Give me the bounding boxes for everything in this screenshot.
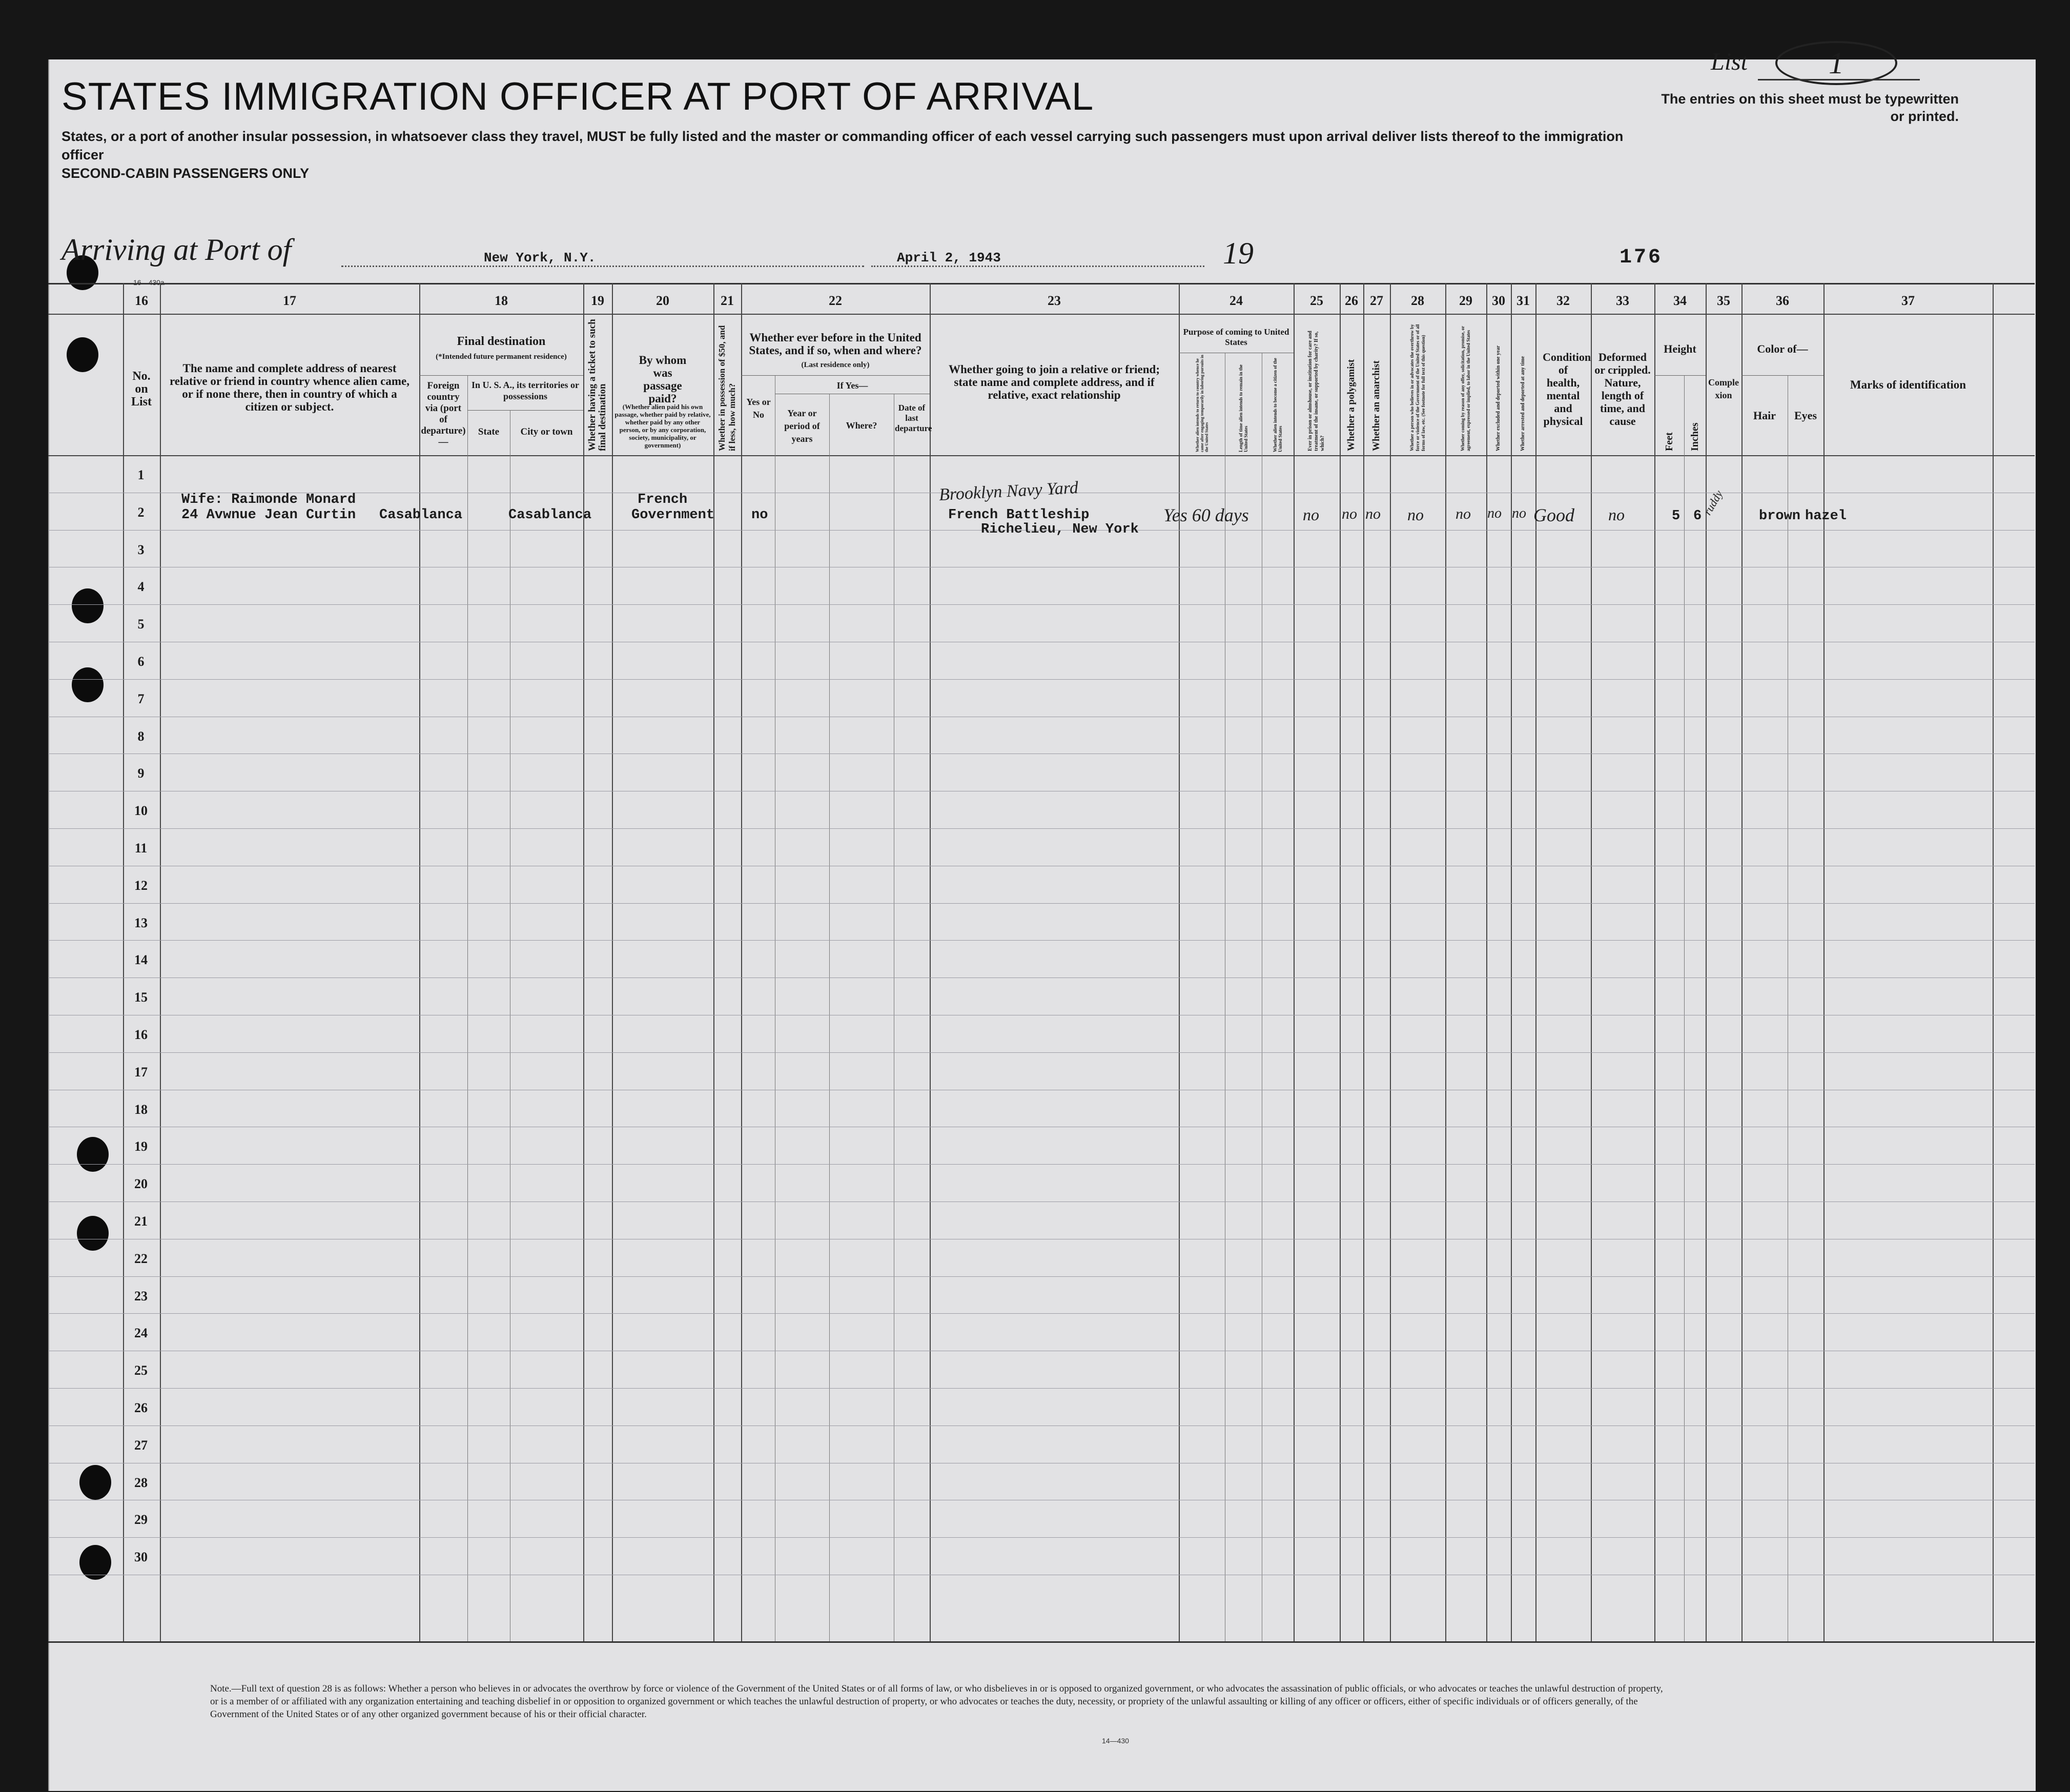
- col-header-overthrow-text: Whether a person who believes in or advocates the overthrow by force or violence of the Government of the United States or of all forms of law, etc. (See footnote for full text of this question): [1409, 324, 1426, 451]
- col-header-ticket: [584, 319, 611, 453]
- col-header-color-of: Color of—: [1757, 342, 1808, 355]
- col-header-foreign-country: Foreign country via (port of departure)—: [421, 380, 466, 447]
- entry-join-handwritten: Brooklyn Navy Yard: [938, 478, 1079, 505]
- col-header-health: Condition of health, mental and physical: [1543, 351, 1591, 427]
- col-header-inches-text: Inches: [1689, 422, 1700, 451]
- entry-q30: no: [1487, 505, 1502, 521]
- col-header-excluded: [1487, 319, 1510, 453]
- row-number: 30: [134, 1550, 148, 1564]
- row-number: 16: [134, 1027, 148, 1042]
- entry-city: Casablanca: [508, 507, 592, 523]
- col-header-relative-address: The name and complete address of nearest relative or friend in country whence alien came, or if none there, then in country of which a citizen or subject.: [169, 362, 409, 413]
- row-number: 3: [137, 542, 145, 557]
- col-header-final-destination-note: (*Intended future permanent residence): [436, 353, 567, 361]
- col-number: 31: [1516, 293, 1530, 308]
- punch-hole: [67, 337, 98, 372]
- entry-q27: no: [1365, 505, 1381, 522]
- col-number: 18: [495, 293, 508, 308]
- col-header-prison: [1295, 319, 1339, 453]
- entry-q28: no: [1407, 505, 1424, 524]
- col-header-feet: [1655, 395, 1683, 451]
- page-subtitle: [62, 127, 1650, 182]
- col-header-passage-paid: By whom was passage paid?: [639, 354, 687, 405]
- col-header-city: City or town: [520, 426, 573, 437]
- port-value: New York, N.Y.: [484, 250, 596, 266]
- arriving-label: Arriving at Port of: [62, 233, 292, 267]
- entry-q31: no: [1512, 505, 1526, 521]
- header-bottom-border: [48, 455, 2035, 456]
- col-number: 28: [1411, 293, 1424, 308]
- col-header-fifty-dollars: [714, 319, 740, 453]
- row-number: 23: [134, 1289, 148, 1304]
- col-divider: [829, 394, 830, 1641]
- row-line: [48, 604, 2035, 605]
- col-divider: [1340, 283, 1341, 1641]
- col-header-complexion: Complexion: [1708, 377, 1739, 400]
- col-divider: [1445, 283, 1446, 1641]
- entry-paid-by-2: Government: [631, 507, 715, 523]
- list-number: 1: [1775, 41, 1897, 85]
- col-number: 32: [1556, 293, 1570, 308]
- entry-q29: no: [1456, 505, 1471, 522]
- row-number: 17: [134, 1065, 148, 1080]
- col-number: 33: [1616, 293, 1629, 308]
- col-header-excluded-text: Whether excluded and deported within one year: [1495, 345, 1501, 451]
- col-header-labor-offer: [1446, 319, 1485, 453]
- col-header-arrested-text: Whether arrested and deported at any time: [1520, 356, 1526, 451]
- col-number: 30: [1492, 293, 1505, 308]
- form-code-bottom: 14—430: [1102, 1737, 1129, 1745]
- port-dotted-line: [341, 266, 864, 267]
- table-bottom-border: [48, 1641, 2035, 1643]
- entries-notice: The entries on this sheet must be typewritten or printed.: [1661, 91, 1959, 124]
- footnote: Note.—Full text of question 28 is as follows: Whether a person who believes in or advocates the overthrow by force or violence of the Government of the United States or of all forms of law, or who disbelieves in or is opposed to organized government, or who advocates the assassination of public officials, or who advocates or teaches the unlawful destruction of property, or is a member of or affiliated with any organization entertaining and teaching disbelief in or opposition to organized government or which teaches the unlawful destruction of property, or who advocates or teaches the duty, necessity, or propriety of the unlawful assaulting or killing of any officer or officers, either of specific individuals or of officers generally, of the Government of the United States or of any other organized government because of his or their official character.: [210, 1683, 1663, 1720]
- subheader-line: [467, 410, 583, 411]
- col-number: 20: [656, 293, 669, 308]
- row-line: [48, 940, 2035, 941]
- entry-complexion: ruddy: [1700, 488, 1726, 517]
- row-number: 10: [134, 803, 148, 818]
- col-divider: [1535, 283, 1536, 1641]
- entry-hair: brown: [1759, 508, 1801, 524]
- punch-hole: [77, 1137, 109, 1172]
- punch-hole: [72, 667, 104, 702]
- col-divider: [1823, 283, 1825, 1641]
- col-divider: [1741, 283, 1743, 1641]
- col-header-purpose-sub3-text: Whether alien intends to become a citizen of the United States: [1273, 358, 1283, 452]
- entry-q26: no: [1342, 505, 1357, 522]
- row-number: 19: [134, 1139, 148, 1154]
- col-header-date-last: Date of last departure: [895, 403, 932, 433]
- date-dotted-line: [871, 266, 1204, 267]
- col-header-state: State: [478, 426, 500, 437]
- subheader-line: [1741, 375, 1823, 376]
- col-header-fifty-dollars-text: Whether in possession of $50, and if less, how much?: [717, 325, 737, 451]
- table-top-border: [48, 283, 2035, 284]
- row-number: 5: [137, 617, 145, 632]
- row-line: [48, 1388, 2035, 1389]
- row-number: 29: [134, 1512, 148, 1527]
- row-number: 11: [134, 841, 148, 856]
- entry-paid-by-1: French: [638, 492, 688, 507]
- col-header-purpose-sub3: [1263, 355, 1293, 454]
- row-number: 27: [134, 1438, 148, 1453]
- col-divider: [1654, 283, 1655, 1641]
- col-header-purpose-sub2-text: Length of time alien intends to remain in the United States: [1238, 364, 1248, 452]
- col-number: 29: [1459, 293, 1472, 308]
- col-header-where: Where?: [846, 420, 877, 431]
- punch-hole: [79, 1465, 111, 1500]
- col-number: 26: [1345, 293, 1358, 308]
- entry-foreign-country: Casablanca: [379, 507, 463, 523]
- row-line: [48, 1537, 2035, 1538]
- col-header-yes-or-no: Yes or No: [746, 397, 771, 420]
- col-header-inches: [1685, 395, 1705, 451]
- entry-purpose: Yes 60 days: [1163, 505, 1249, 525]
- year-prefix: 19: [1223, 236, 1254, 270]
- row-line: [48, 903, 2035, 904]
- col-number: 22: [829, 293, 842, 308]
- row-number: 12: [134, 878, 148, 893]
- col-header-passage-paid-note: (Whether alien paid his own passage, whether paid by relative, whether paid by any other person, or by any corporation, society, municipality, or government): [614, 403, 711, 449]
- col-header-labor-offer-text: Whether coming by reason of any offer, solicitation, promise, or agreement, expressed or implied, to labor in the United States: [1460, 326, 1471, 451]
- row-number: 28: [134, 1475, 148, 1490]
- col-number: 35: [1717, 293, 1730, 308]
- col-divider: [1363, 283, 1364, 1641]
- col-divider: [583, 283, 584, 1641]
- col-number: 19: [591, 293, 604, 308]
- list-label: List: [1711, 48, 1748, 75]
- col-header-arrested: [1512, 319, 1534, 453]
- col-header-purpose-sub1-text: Whether alien intends to return to country whence he came after engaging temporarily in laboring pursuits in the United States: [1195, 355, 1209, 452]
- col-divider: [741, 283, 742, 1641]
- arrival-date: April 2, 1943: [897, 250, 1001, 266]
- row-number: 14: [134, 952, 148, 967]
- row-number: 6: [137, 654, 145, 669]
- col-divider: [1390, 283, 1391, 1641]
- col-header-join-relative: Whether going to join a relative or friend; state name and complete address, and if relative, exact relationship: [948, 363, 1160, 401]
- col-divider: [467, 375, 468, 1641]
- passenger-class: SECOND-CABIN PASSENGERS ONLY: [62, 166, 310, 181]
- col-header-height: Height: [1664, 342, 1696, 355]
- col-number: 23: [1048, 293, 1061, 308]
- row-number: 8: [137, 729, 145, 744]
- col-header-polygamist-text: Whether a polygamist: [1346, 359, 1357, 451]
- entry-q25: no: [1303, 505, 1319, 524]
- manifest-sheet: [48, 59, 2036, 1791]
- col-header-ever-before-note: (Last residence only): [801, 361, 870, 369]
- col-divider: [419, 283, 420, 1641]
- subheader-line: [419, 375, 583, 376]
- entry-join-1: French Battleship: [948, 507, 1090, 523]
- col-header-ever-before: Whether ever before in the United States, and if so, when and where?: [749, 331, 922, 357]
- col-divider: [1706, 283, 1707, 1641]
- entry-height-feet: 5: [1672, 508, 1680, 524]
- col-header-usa: In U. S. A., its territories or possessions: [472, 380, 579, 401]
- col-header-polygamist: [1341, 319, 1362, 453]
- col-divider: [1486, 283, 1487, 1641]
- punch-hole: [72, 588, 104, 623]
- row-number: 20: [134, 1176, 148, 1191]
- row-number: 13: [134, 915, 148, 930]
- col-header-ticket-text: Whether having a ticket to such final destination: [587, 319, 608, 451]
- stamp-number: 176: [1620, 246, 1663, 269]
- entry-relative-name: Wife: Raimonde Monard: [181, 492, 356, 507]
- form-code: 16—430a: [133, 278, 165, 287]
- col-header-prison-text: Ever in prison or almshouse, or institution for care and treatment of the insane, or supported by charity? If so, which?: [1307, 331, 1325, 451]
- row-number: 21: [134, 1214, 148, 1229]
- col-header-hair: Hair: [1753, 409, 1776, 422]
- colnum-divider: [48, 314, 2035, 315]
- row-number: 4: [137, 579, 145, 594]
- row-number: 22: [134, 1251, 148, 1266]
- col-divider: [930, 283, 931, 1641]
- col-header-marks: Marks of identification: [1850, 378, 1966, 391]
- col-header-if-yes: If Yes—: [836, 380, 868, 391]
- row-number: 24: [134, 1326, 148, 1340]
- col-number: 34: [1673, 293, 1687, 308]
- col-number: 37: [1901, 293, 1915, 308]
- entry-relative-address: 24 Avwnue Jean Curtin: [181, 507, 356, 523]
- col-header-purpose-sub1: [1180, 355, 1224, 454]
- col-number: 16: [135, 293, 148, 308]
- col-number: 25: [1310, 293, 1323, 308]
- col-divider: [1511, 283, 1512, 1641]
- row-number: 2: [137, 505, 145, 520]
- col-divider: [713, 283, 714, 1641]
- col-header-no-on-list: No. on List: [131, 370, 152, 409]
- col-header-final-destination: Final destination: [457, 335, 546, 348]
- page-title: STATES IMMIGRATION OFFICER AT PORT OF ARRIVAL: [62, 75, 1094, 118]
- col-divider: [160, 283, 161, 1641]
- col-number: 24: [1229, 293, 1243, 308]
- entry-deformed: no: [1608, 505, 1625, 524]
- row-line: [48, 1276, 2035, 1277]
- col-header-deformed: Deformed or crippled. Nature, length of time, and cause: [1594, 351, 1651, 427]
- punch-hole: [77, 1216, 109, 1251]
- col-header-eyes: Eyes: [1794, 409, 1817, 422]
- row-number: 18: [134, 1102, 148, 1117]
- row-number: 26: [134, 1400, 148, 1415]
- entry-join-2: Richelieu, New York: [981, 522, 1139, 537]
- entry-ever-before: no: [751, 507, 768, 523]
- col-header-overthrow: [1391, 319, 1444, 453]
- subheader-line: [741, 375, 930, 376]
- col-divider: [1294, 283, 1295, 1641]
- entry-health: Good: [1533, 505, 1574, 525]
- row-number: 25: [134, 1363, 148, 1378]
- col-divider: [1591, 283, 1592, 1641]
- row-line: [48, 828, 2035, 829]
- row-number: 9: [137, 766, 145, 781]
- row-number: 7: [137, 691, 145, 706]
- entry-eyes: hazel: [1805, 508, 1847, 524]
- col-header-purpose: Purpose of coming to United States: [1183, 327, 1289, 347]
- col-number: 27: [1370, 293, 1383, 308]
- col-header-anarchist-text: Whether an anarchist: [1371, 360, 1382, 451]
- row-line: [48, 1052, 2035, 1053]
- row-line: [48, 1164, 2035, 1165]
- col-number: 17: [283, 293, 296, 308]
- subtitle-line: States, or a port of another insular possession, in whatsoever class they travel, MUST be fully listed and the master or commanding officer of each vessel carrying such passengers must upon arrival deliver lists thereof to the immigration officer: [62, 129, 1624, 162]
- col-divider: [612, 283, 613, 1641]
- col-divider: [1179, 283, 1180, 1641]
- row-number: 15: [134, 990, 148, 1005]
- col-number: 36: [1776, 293, 1789, 308]
- col-divider: [1684, 375, 1685, 1641]
- col-header-anarchist: [1364, 319, 1389, 453]
- row-number: 1: [137, 467, 145, 482]
- col-divider: [1993, 283, 1994, 1641]
- subheader-line: [1654, 375, 1706, 376]
- col-header-feet-text: Feet: [1664, 432, 1675, 451]
- row-line: [48, 1313, 2035, 1314]
- list-underline: [1758, 79, 1920, 80]
- row-line: [48, 679, 2035, 680]
- col-header-purpose-sub2: [1226, 355, 1261, 454]
- col-header-period: Year or period of years: [784, 408, 820, 444]
- col-number: 21: [721, 293, 734, 308]
- entry-height-inches: 6: [1693, 508, 1702, 524]
